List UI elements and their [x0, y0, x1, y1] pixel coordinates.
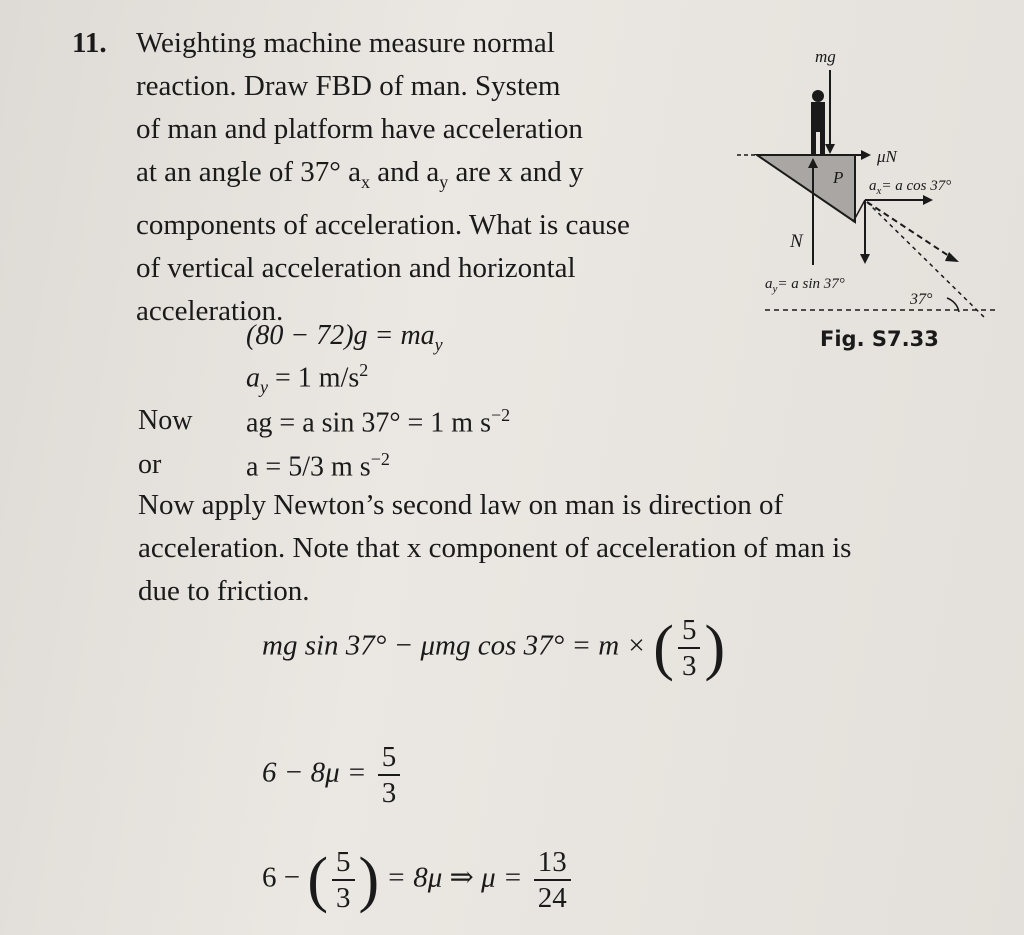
platform-wedge: [757, 155, 855, 222]
or-label: or: [138, 449, 162, 480]
figure-caption: Fig. S7.33: [820, 327, 939, 351]
equation-4: a = 5/3 m $s^{-2}$: [246, 449, 390, 483]
question-line-4: at an angle of 37° $a_x$ and $a_y$ are x and y: [136, 156, 584, 192]
man-figure: [811, 90, 825, 154]
question-line-5: components of acceleration. What is cause: [136, 208, 630, 241]
question-number: 11.: [72, 27, 107, 59]
question-line-3: of man and platform have acceleration: [136, 113, 583, 145]
label-P: P: [833, 168, 844, 187]
label-angle: 37°: [910, 291, 933, 308]
equation-5: mg sin 37° − μmg cos 37° = m × ( $\frac{5}{3}$ ): [262, 614, 726, 682]
fbd-figure: [735, 40, 1005, 330]
question-line-6: of vertical acceleration and horizontal: [136, 251, 576, 284]
equation-3: ag = a sin 37° = 1 m $s^{-2}$: [246, 405, 511, 439]
now-label: Now: [138, 405, 193, 436]
label-muN: μN: [877, 147, 897, 166]
equation-6: 6 − 8μ = $\frac{5}{3}$: [262, 740, 404, 810]
paragraph-2-line-3: due to friction.: [138, 575, 310, 607]
equation-2: $a_y = 1$ $m/s^2$: [246, 360, 369, 397]
label-mg: mg: [815, 47, 836, 66]
paragraph-2-line-2: acceleration. Note that x component of acceleration of man is: [138, 532, 852, 564]
question-line-1: Weighting machine measure normal: [136, 27, 555, 59]
question-line-7: acceleration.: [136, 294, 284, 327]
paragraph-2-line-1: Now apply Newton’s second law on man is direction of: [138, 489, 784, 521]
paragraph-2: [138, 484, 851, 613]
label-ax: $a_x= a$ cos 37°: [869, 178, 952, 197]
label-N: N: [790, 231, 803, 252]
equation-7: 6 − ( $\frac{5}{3}$ ) = 8μ ⇒ μ = $\frac{13}{24}$: [262, 845, 575, 915]
question-line-2: reaction. Draw FBD of man. System: [136, 70, 561, 102]
label-ay: $a_y= a$ sin 37°: [765, 276, 845, 295]
equation-1: $(80 - 72)g = ma_y$: [246, 320, 443, 355]
question-text: [136, 22, 630, 333]
